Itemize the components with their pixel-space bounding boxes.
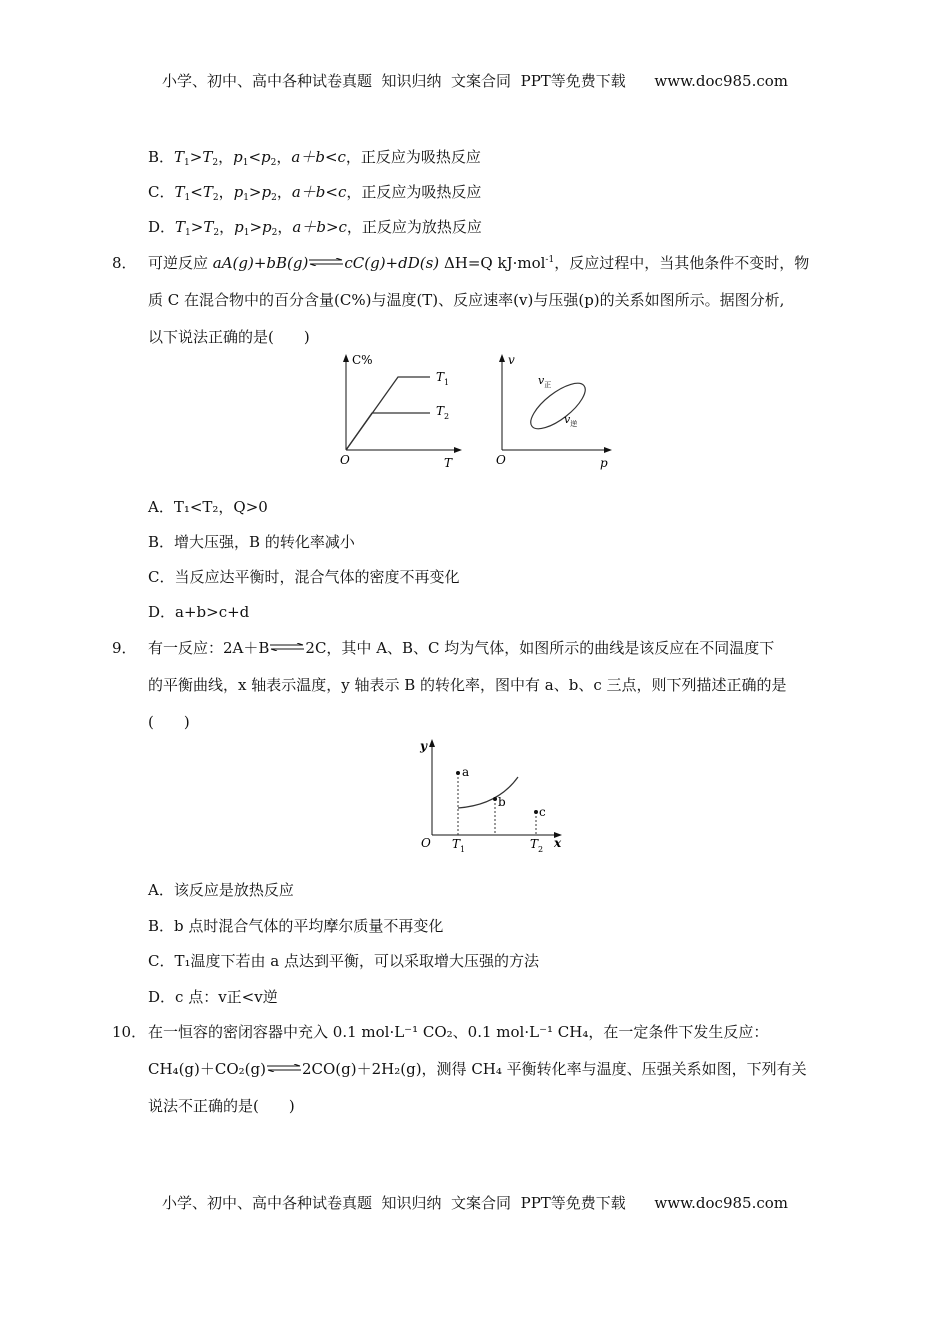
q8-number: 8． [112, 254, 137, 272]
y-axis-arrow-icon [499, 354, 505, 362]
q9-option-b[interactable]: B．b 点时混合气体的平均摩尔质量不再变化 [148, 917, 444, 935]
fig1-xlabel: T [444, 456, 453, 470]
figure-y-vs-x [418, 735, 578, 855]
q9-option-a[interactable]: A．该反应是放热反应 [148, 881, 294, 899]
figure-c-percent-vs-t [330, 350, 470, 470]
q7-option-c[interactable]: C．$T_1<T_2$，$p_1>p_2$，a＋b<c，正反应为吸热反应 [148, 183, 482, 203]
fig1-ylabel: C% [352, 353, 373, 367]
header-url[interactable]: www.doc985.com [654, 72, 788, 90]
page-footer [0, 1192, 950, 1213]
fig2-label-v-reverse: $v_逆$ [564, 413, 578, 428]
point-a [456, 771, 460, 775]
fig3-ylabel: y [420, 739, 427, 753]
footer-text: 小学、初中、高中各种试卷真题 知识归纳 文案合同 PPT等免费下载 [161, 1194, 626, 1212]
q8-option-b[interactable]: B．增大压强，B 的转化率减小 [148, 533, 355, 551]
y-axis-arrow-icon [429, 739, 435, 747]
q9-stem-line-2: 的平衡曲线，x 轴表示温度，y 轴表示 B 的转化率，图中有 a、b、c 三点，则下列描述正确的是 [148, 676, 787, 694]
q9-stem-line-1: 有一反应：2A＋B 2C，其中 A、B、C 均为气体，如图所示的曲线是该反应在不同温度下 [148, 639, 775, 657]
label-c: c [539, 805, 546, 819]
fig3-xlabel: x [554, 836, 562, 850]
fig2-ylabel: v [508, 353, 515, 367]
point-c [534, 810, 538, 814]
x-axis-arrow-icon [454, 447, 462, 453]
y-axis-arrow-icon [343, 354, 349, 362]
q10-stem-line-1: 在一恒容的密闭容器中充入 0.1 mol·L⁻¹ CO₂、0.1 mol·L⁻¹ CH₄，在一定条件下发生反应： [148, 1023, 769, 1041]
page-header [0, 70, 950, 91]
q7-option-d[interactable]: D．$T_1>T_2$，$p_1>p_2$，a＋b>c，正反应为放热反应 [148, 218, 482, 238]
fig1-label-t1: $T_1$ [436, 370, 450, 387]
fig2-xlabel: p [600, 456, 608, 470]
equilibrium-curve [458, 777, 518, 808]
q9-number: 9． [112, 639, 137, 657]
q7-option-b[interactable]: B．$T_1>T_2$，$p_1<p_2$，a＋b<c，正反应为吸热反应 [148, 148, 481, 168]
fig2-origin: O [496, 453, 506, 467]
q10-stem-line-2: CH₄(g)＋CO₂(g) 2CO(g)＋2H₂(g)，测得 CH₄ 平衡转化率与温度、压强关系如图，下列有关 [148, 1060, 807, 1078]
equilibrium-arrow-icon [270, 643, 304, 651]
fig1-label-t2: $T_2$ [436, 404, 450, 421]
q8-option-d[interactable]: D．a+b>c+d [148, 603, 250, 621]
q8-option-a[interactable]: A．T₁<T₂，Q>0 [148, 498, 268, 516]
fig3-label-t2: $T_2$ [530, 837, 544, 854]
fig3-label-t1: $T_1$ [452, 837, 466, 854]
x-axis-arrow-icon [604, 447, 612, 453]
equilibrium-arrow-icon [267, 1064, 301, 1072]
fig1-origin: O [340, 453, 350, 467]
point-b [493, 797, 497, 801]
equilibrium-arrow-icon [309, 258, 343, 266]
label-a: a [462, 765, 470, 779]
label-b: b [498, 795, 506, 809]
q10-number: 10． [112, 1023, 147, 1041]
footer-url[interactable]: www.doc985.com [654, 1194, 788, 1212]
q9-stem-line-3: ( ) [148, 713, 190, 731]
fig3-origin: O [421, 836, 431, 850]
q10-stem-line-3: 说法不正确的是( ) [148, 1097, 295, 1115]
header-text: 小学、初中、高中各种试卷真题 知识归纳 文案合同 PPT等免费下载 [161, 72, 626, 90]
q8-stem-line-3: 以下说法正确的是( ) [148, 328, 310, 346]
q8-option-c[interactable]: C．当反应达平衡时，混合气体的密度不再变化 [148, 568, 460, 586]
q9-option-c[interactable]: C．T₁温度下若由 a 点达到平衡，可以采取增大压强的方法 [148, 952, 539, 970]
q8-stem-line-2: 质 C 在混合物中的百分含量(C%)与温度(T)、反应速率(v)与压强(p)的关系如图所示。据图分析, [148, 291, 785, 309]
fig2-label-v-forward: $v_正$ [538, 374, 552, 389]
q9-option-d[interactable]: D．c 点：v正<v逆 [148, 988, 278, 1006]
q8-stem-line-1: 可逆反应 aA(g)+bB(g) cC(g)+dD(s) ΔH=Q kJ·mol$^{-1}$，反应过程中，当其他条件不变时，物 [148, 254, 810, 272]
v-ellipse [524, 375, 592, 436]
figure-v-vs-p [488, 350, 618, 470]
curve-t2 [346, 413, 430, 450]
